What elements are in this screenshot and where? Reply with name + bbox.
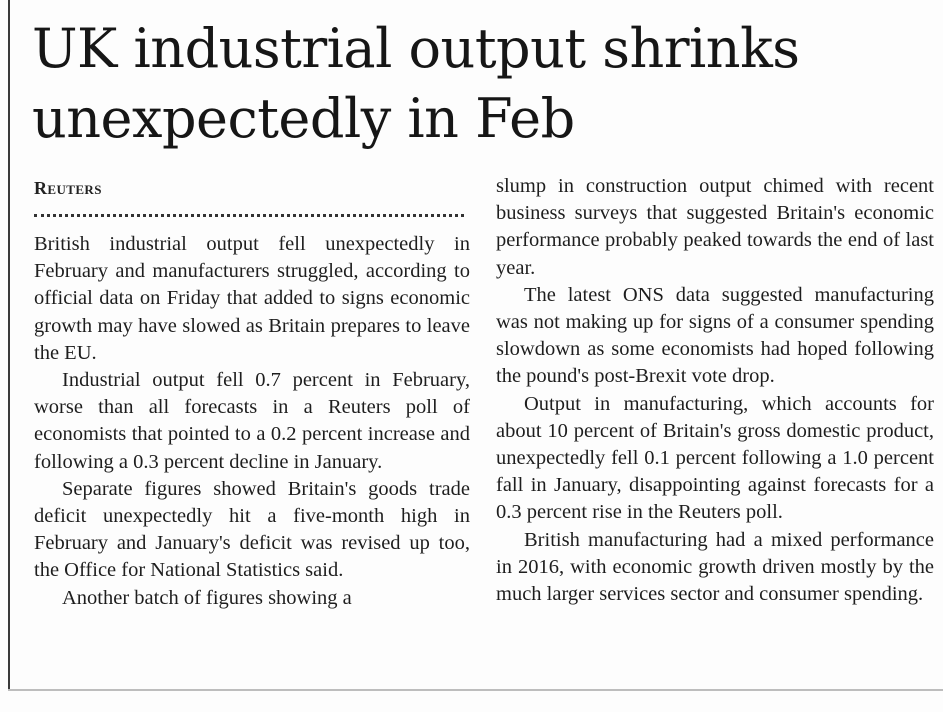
article-column-right xyxy=(496,173,934,608)
paragraph: The latest ONS data suggested manufacturing was not making up for signs of a consumer spending slowdown as some economists had hoped following the pound's post-Brexit vote drop. xyxy=(496,283,934,388)
headline: UK industrial output shrinks unexpectedly in Feb xyxy=(32,17,800,150)
column-rule-left xyxy=(8,0,10,690)
paragraph: Another batch of figures showing a xyxy=(62,586,352,609)
paragraph: British manufacturing had a mixed performance in 2016, with economic growth driven mostly by the much larger services sector and consumer spending. xyxy=(496,528,934,606)
paragraph: Separate figures showed Britain's goods trade deficit unexpectedly hit a five-month high in February and January's deficit was revised up too, the Office for National Statistics said. xyxy=(34,477,470,582)
article-column-left xyxy=(34,231,470,612)
paragraph: Industrial output fell 0.7 percent in February, worse than all forecasts in a Reuters poll of economists that pointed to a 0.2 percent increase and following a 0.3 percent decline in January. xyxy=(34,369,470,473)
paragraph: Output in manufacturing, which accounts for about 10 percent of Britain's gross domestic product, unexpectedly fell 0.1 percent following a 1.0 percent fall in January, disappointing against forecasts for a 0.3 percent rise in the Reuters poll. xyxy=(496,392,934,524)
paragraph: British industrial output fell unexpectedly in February and manufacturers struggled, according to official data on Friday that added to signs economic growth may have slowed as Britain prepares to leave the EU. xyxy=(34,233,470,364)
paragraph: slump in construction output chimed with recent business surveys that suggested Britain's economic performance probably peaked towards the end of last year. xyxy=(496,175,934,279)
byline: Reuters xyxy=(34,178,102,198)
bottom-border xyxy=(8,689,943,691)
dotted-divider xyxy=(34,214,464,217)
